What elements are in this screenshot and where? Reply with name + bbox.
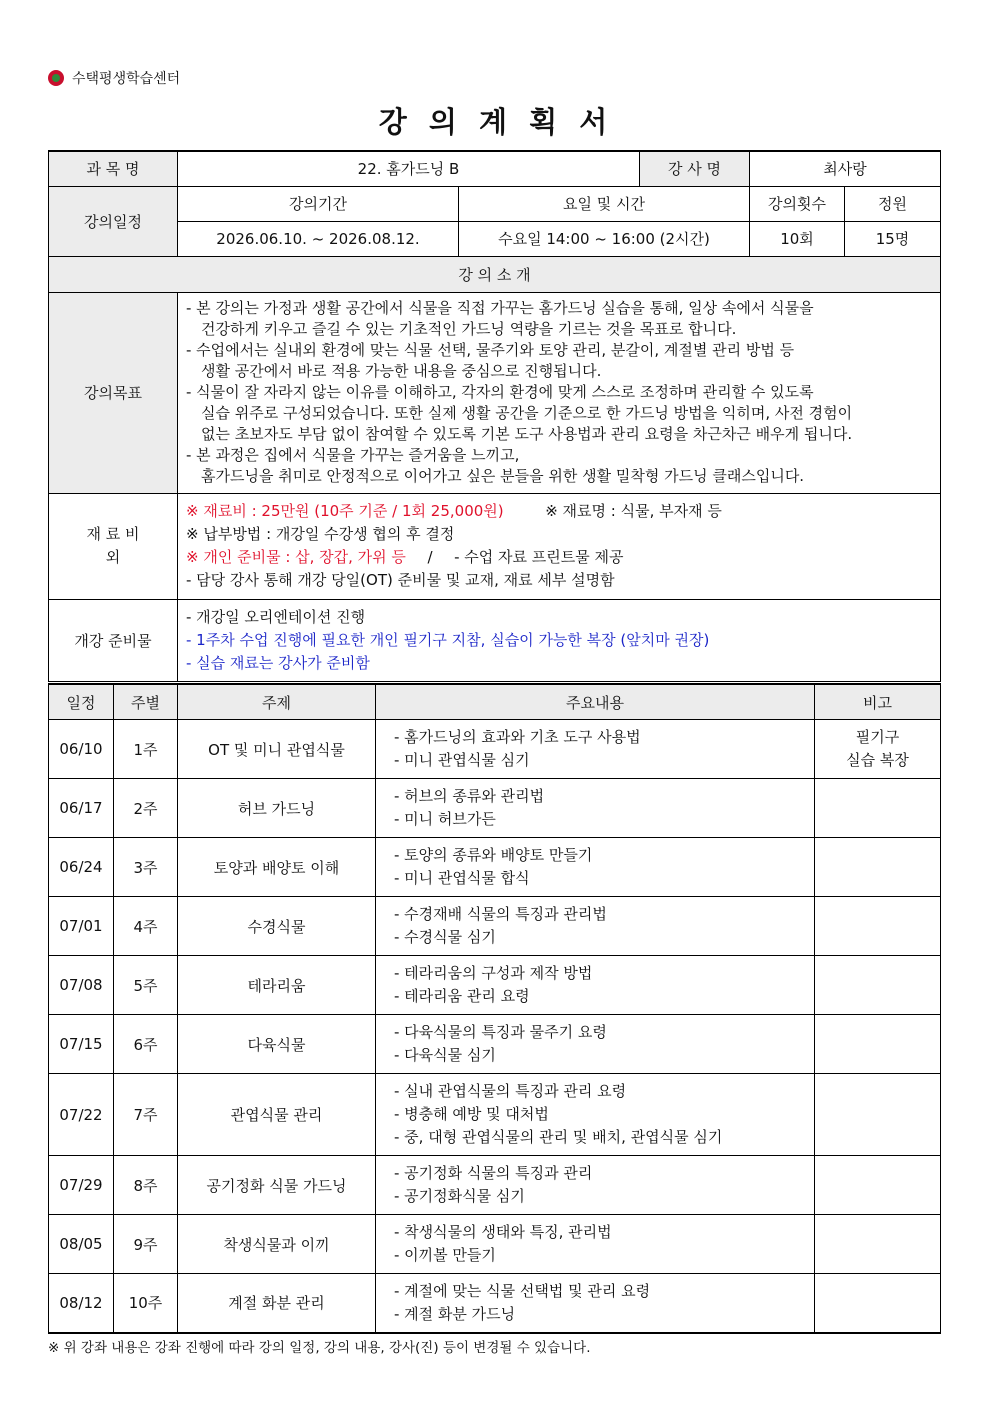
ot-note: - 담당 강사 통해 개강 당일(OT) 준비물 및 교재, 재료 세부 설명함 (186, 571, 615, 589)
contents-line: - 계절에 맞는 식물 선택법 및 관리 요령 (394, 1281, 651, 1300)
schedule-week: 9주 (114, 1215, 178, 1274)
schedule-note (815, 956, 941, 1015)
schedule-row (49, 779, 941, 838)
contents-line: - 이끼볼 만들기 (394, 1246, 496, 1264)
schedule-date: 06/24 (49, 838, 114, 897)
material-label (49, 493, 178, 599)
note-line: 필기구 (855, 728, 900, 746)
col-header-note: 비고 (815, 684, 941, 720)
contents-line: - 다육식물의 특징과 물주기 요령 (394, 1023, 607, 1041)
schedule-row (49, 897, 941, 956)
intro-section-title: 강 의 소 개 (49, 256, 941, 292)
schedule-contents (376, 1074, 815, 1156)
schedule-date: 07/08 (49, 956, 114, 1015)
schedule-note (815, 779, 941, 838)
schedule-note (815, 897, 941, 956)
schedule-contents (376, 956, 815, 1015)
schedule-contents (376, 897, 815, 956)
goal-text (178, 292, 941, 493)
goal-line: 건강하게 키우고 즐길 수 있는 기초적인 가드닝 역량을 기르는 것을 목표로 합니다. (201, 320, 737, 338)
footnote: ※ 위 강좌 내용은 강좌 진행에 따라 강의 일정, 강의 내용, 강사(진) 등이 변경될 수 있습니다. (48, 1340, 591, 1356)
col-header-week: 주별 (114, 684, 178, 720)
note-line: 실습 복장 (846, 751, 909, 769)
schedule-topic: 토양과 배양토 이해 (178, 838, 376, 897)
period-value: 2026.06.10. ~ 2026.08.12. (178, 221, 459, 256)
contents-line: - 미니 관엽식물 심기 (394, 751, 530, 769)
schedule-row (49, 956, 941, 1015)
schedule-topic: 다육식물 (178, 1015, 376, 1074)
instructor-label: 강 사 명 (640, 151, 750, 186)
goal-line: 홈가드닝을 취미로 안정적으로 이어가고 싶은 분들을 위한 생활 밀착형 가드닝 클래스입니다. (201, 467, 805, 485)
contents-line: - 홈가드닝의 효과와 기초 도구 사용법 (394, 728, 641, 746)
schedule-date: 07/29 (49, 1156, 114, 1215)
goal-label: 강의목표 (49, 292, 178, 493)
contents-line: - 중, 대형 관엽식물의 관리 및 배치, 관엽식물 심기 (394, 1128, 723, 1146)
capacity-value: 15명 (845, 221, 941, 256)
contents-line: - 미니 관엽식물 합식 (394, 869, 530, 887)
goal-line: 생활 공간에서 바로 적용 가능한 내용을 중심으로 진행됩니다. (201, 362, 602, 380)
schedule-note (815, 1015, 941, 1074)
schedule-week: 2주 (114, 779, 178, 838)
goal-line: - 수업에서는 실내외 환경에 맞는 식물 선택, 물주기와 토양 관리, 분갈이, 계절별 관리 방법 등 (186, 341, 795, 359)
prep-item: - 실습 재료는 강사가 준비함 (186, 653, 370, 672)
schedule-date: 06/17 (49, 779, 114, 838)
schedule-topic: 테라리움 (178, 956, 376, 1015)
col-header-date: 일정 (49, 684, 114, 720)
org-name: 수택평생학습센터 (72, 71, 181, 87)
schedule-topic: 관엽식물 관리 (178, 1074, 376, 1156)
schedule-contents (376, 838, 815, 897)
day-time-value: 수요일 14:00 ~ 16:00 (2시간) (459, 221, 750, 256)
goal-line: - 본 과정은 집에서 식물을 가꾸는 즐거움을 느끼고, (186, 446, 520, 464)
contents-line: - 미니 허브가든 (394, 810, 496, 828)
schedule-date: 06/10 (49, 720, 114, 779)
material-label-line: 재 료 비 (86, 525, 140, 543)
contents-line: - 허브의 종류와 관리법 (394, 787, 545, 805)
schedule-topic: 허브 가드닝 (178, 779, 376, 838)
schedule-date: 07/15 (49, 1015, 114, 1074)
schedule-contents (376, 1215, 815, 1274)
period-label: 강의기간 (178, 186, 459, 221)
schedule-date: 08/12 (49, 1274, 114, 1333)
schedule-row (49, 838, 941, 897)
schedule-week: 4주 (114, 897, 178, 956)
schedule-contents (376, 1015, 815, 1074)
schedule-note (815, 720, 941, 779)
contents-line: - 공기정화 식물의 특징과 관리 (394, 1164, 593, 1182)
print-note: - 수업 자료 프린트물 제공 (454, 548, 624, 566)
schedule-topic: 수경식물 (178, 897, 376, 956)
schedule-row (49, 720, 941, 779)
goal-line: - 본 강의는 가정과 생활 공간에서 식물을 직접 가꾸는 홈가드닝 실습을 통해, 일상 속에서 식물을 (186, 299, 814, 317)
schedule-contents (376, 1156, 815, 1215)
schedule-week: 1주 (114, 720, 178, 779)
schedule-note (815, 1274, 941, 1333)
contents-line: - 착생식물의 생태와 특징, 관리법 (394, 1223, 612, 1241)
org-header (48, 68, 180, 88)
schedule-row (49, 1074, 941, 1156)
schedule-note (815, 1074, 941, 1156)
schedule-date: 08/05 (49, 1215, 114, 1274)
prep-item: - 1주차 수업 진행에 필요한 개인 필기구 지참, 실습이 가능한 복장 (앞치마 권장) (186, 630, 710, 649)
schedule-week: 6주 (114, 1015, 178, 1074)
material-details (178, 493, 941, 599)
schedule-topic: 공기정화 식물 가드닝 (178, 1156, 376, 1215)
contents-line: - 토양의 종류와 배양토 만들기 (394, 846, 593, 864)
schedule-label: 강의일정 (49, 186, 178, 256)
contents-line: - 수경재배 식물의 특징과 관리법 (394, 905, 607, 923)
goal-line: - 식물이 잘 자라지 않는 이유를 이해하고, 각자의 환경에 맞게 스스로 조정하며 관리할 수 있도록 (186, 383, 814, 401)
contents-line: - 수경식물 심기 (394, 928, 496, 946)
prep-item: - 개강일 오리엔테이션 진행 (186, 607, 366, 626)
day-time-label: 요일 및 시간 (459, 186, 750, 221)
subject-label: 과 목 명 (49, 151, 178, 186)
schedule-note (815, 1156, 941, 1215)
schedule-contents (376, 1274, 815, 1333)
goal-line: 실습 위주로 구성되었습니다. 또한 실제 생활 공간을 기준으로 한 가드닝 방법을 익히며, 사전 경험이 (201, 404, 853, 422)
schedule-week: 8주 (114, 1156, 178, 1215)
separator: / (427, 548, 433, 566)
payment-method: ※ 납부방법 : 개강일 수강생 협의 후 결정 (186, 525, 455, 543)
goal-line: 없는 초보자도 부담 없이 참여할 수 있도록 기본 도구 사용법과 관리 요령을 차근차근 배우게 됩니다. (201, 425, 853, 443)
org-logo-icon (48, 70, 64, 86)
personal-items: ※ 개인 준비물 : 삽, 장갑, 가위 등 (186, 548, 406, 566)
schedule-note (815, 838, 941, 897)
sessions-value: 10회 (750, 221, 845, 256)
col-header-contents: 주요내용 (376, 684, 815, 720)
sessions-label: 강의횟수 (750, 186, 845, 221)
material-fee: ※ 재료비 : 25만원 (10주 기준 / 1회 25,000원) (186, 502, 504, 520)
instructor-value: 최사랑 (750, 151, 941, 186)
schedule-date: 07/22 (49, 1074, 114, 1156)
schedule-topic: 계절 화분 관리 (178, 1274, 376, 1333)
course-info-table (48, 150, 941, 682)
contents-line: - 테라리움의 구성과 제작 방법 (394, 964, 593, 982)
schedule-week: 7주 (114, 1074, 178, 1156)
schedule-topic: OT 및 미니 관엽식물 (178, 720, 376, 779)
schedule-table (48, 683, 941, 1334)
contents-line: - 병충해 예방 및 대처법 (394, 1105, 549, 1123)
prep-label: 개강 준비물 (49, 599, 178, 681)
schedule-row (49, 1015, 941, 1074)
schedule-note (815, 1215, 941, 1274)
material-label-line: 외 (105, 548, 121, 566)
contents-line: - 실내 관엽식물의 특징과 관리 요령 (394, 1082, 627, 1100)
material-name: ※ 재료명 : 식물, 부자재 등 (545, 502, 722, 520)
schedule-date: 07/01 (49, 897, 114, 956)
contents-line: - 계절 화분 가드닝 (394, 1304, 516, 1323)
schedule-week: 3주 (114, 838, 178, 897)
schedule-row (49, 1215, 941, 1274)
schedule-topic: 착생식물과 이끼 (178, 1215, 376, 1274)
subject-value: 22. 홈가드닝 B (178, 151, 640, 186)
schedule-row (49, 1274, 941, 1333)
contents-line: - 공기정화식물 심기 (394, 1187, 525, 1205)
document-title: 강 의 계 획 서 (378, 105, 614, 139)
schedule-contents (376, 779, 815, 838)
contents-line: - 다육식물 심기 (394, 1046, 496, 1064)
prep-details (178, 599, 941, 681)
schedule-week: 10주 (114, 1274, 178, 1333)
capacity-label: 정원 (845, 186, 941, 221)
contents-line: - 테라리움 관리 요령 (394, 987, 530, 1005)
col-header-topic: 주제 (178, 684, 376, 720)
schedule-week: 5주 (114, 956, 178, 1015)
schedule-row (49, 1156, 941, 1215)
schedule-contents (376, 720, 815, 779)
